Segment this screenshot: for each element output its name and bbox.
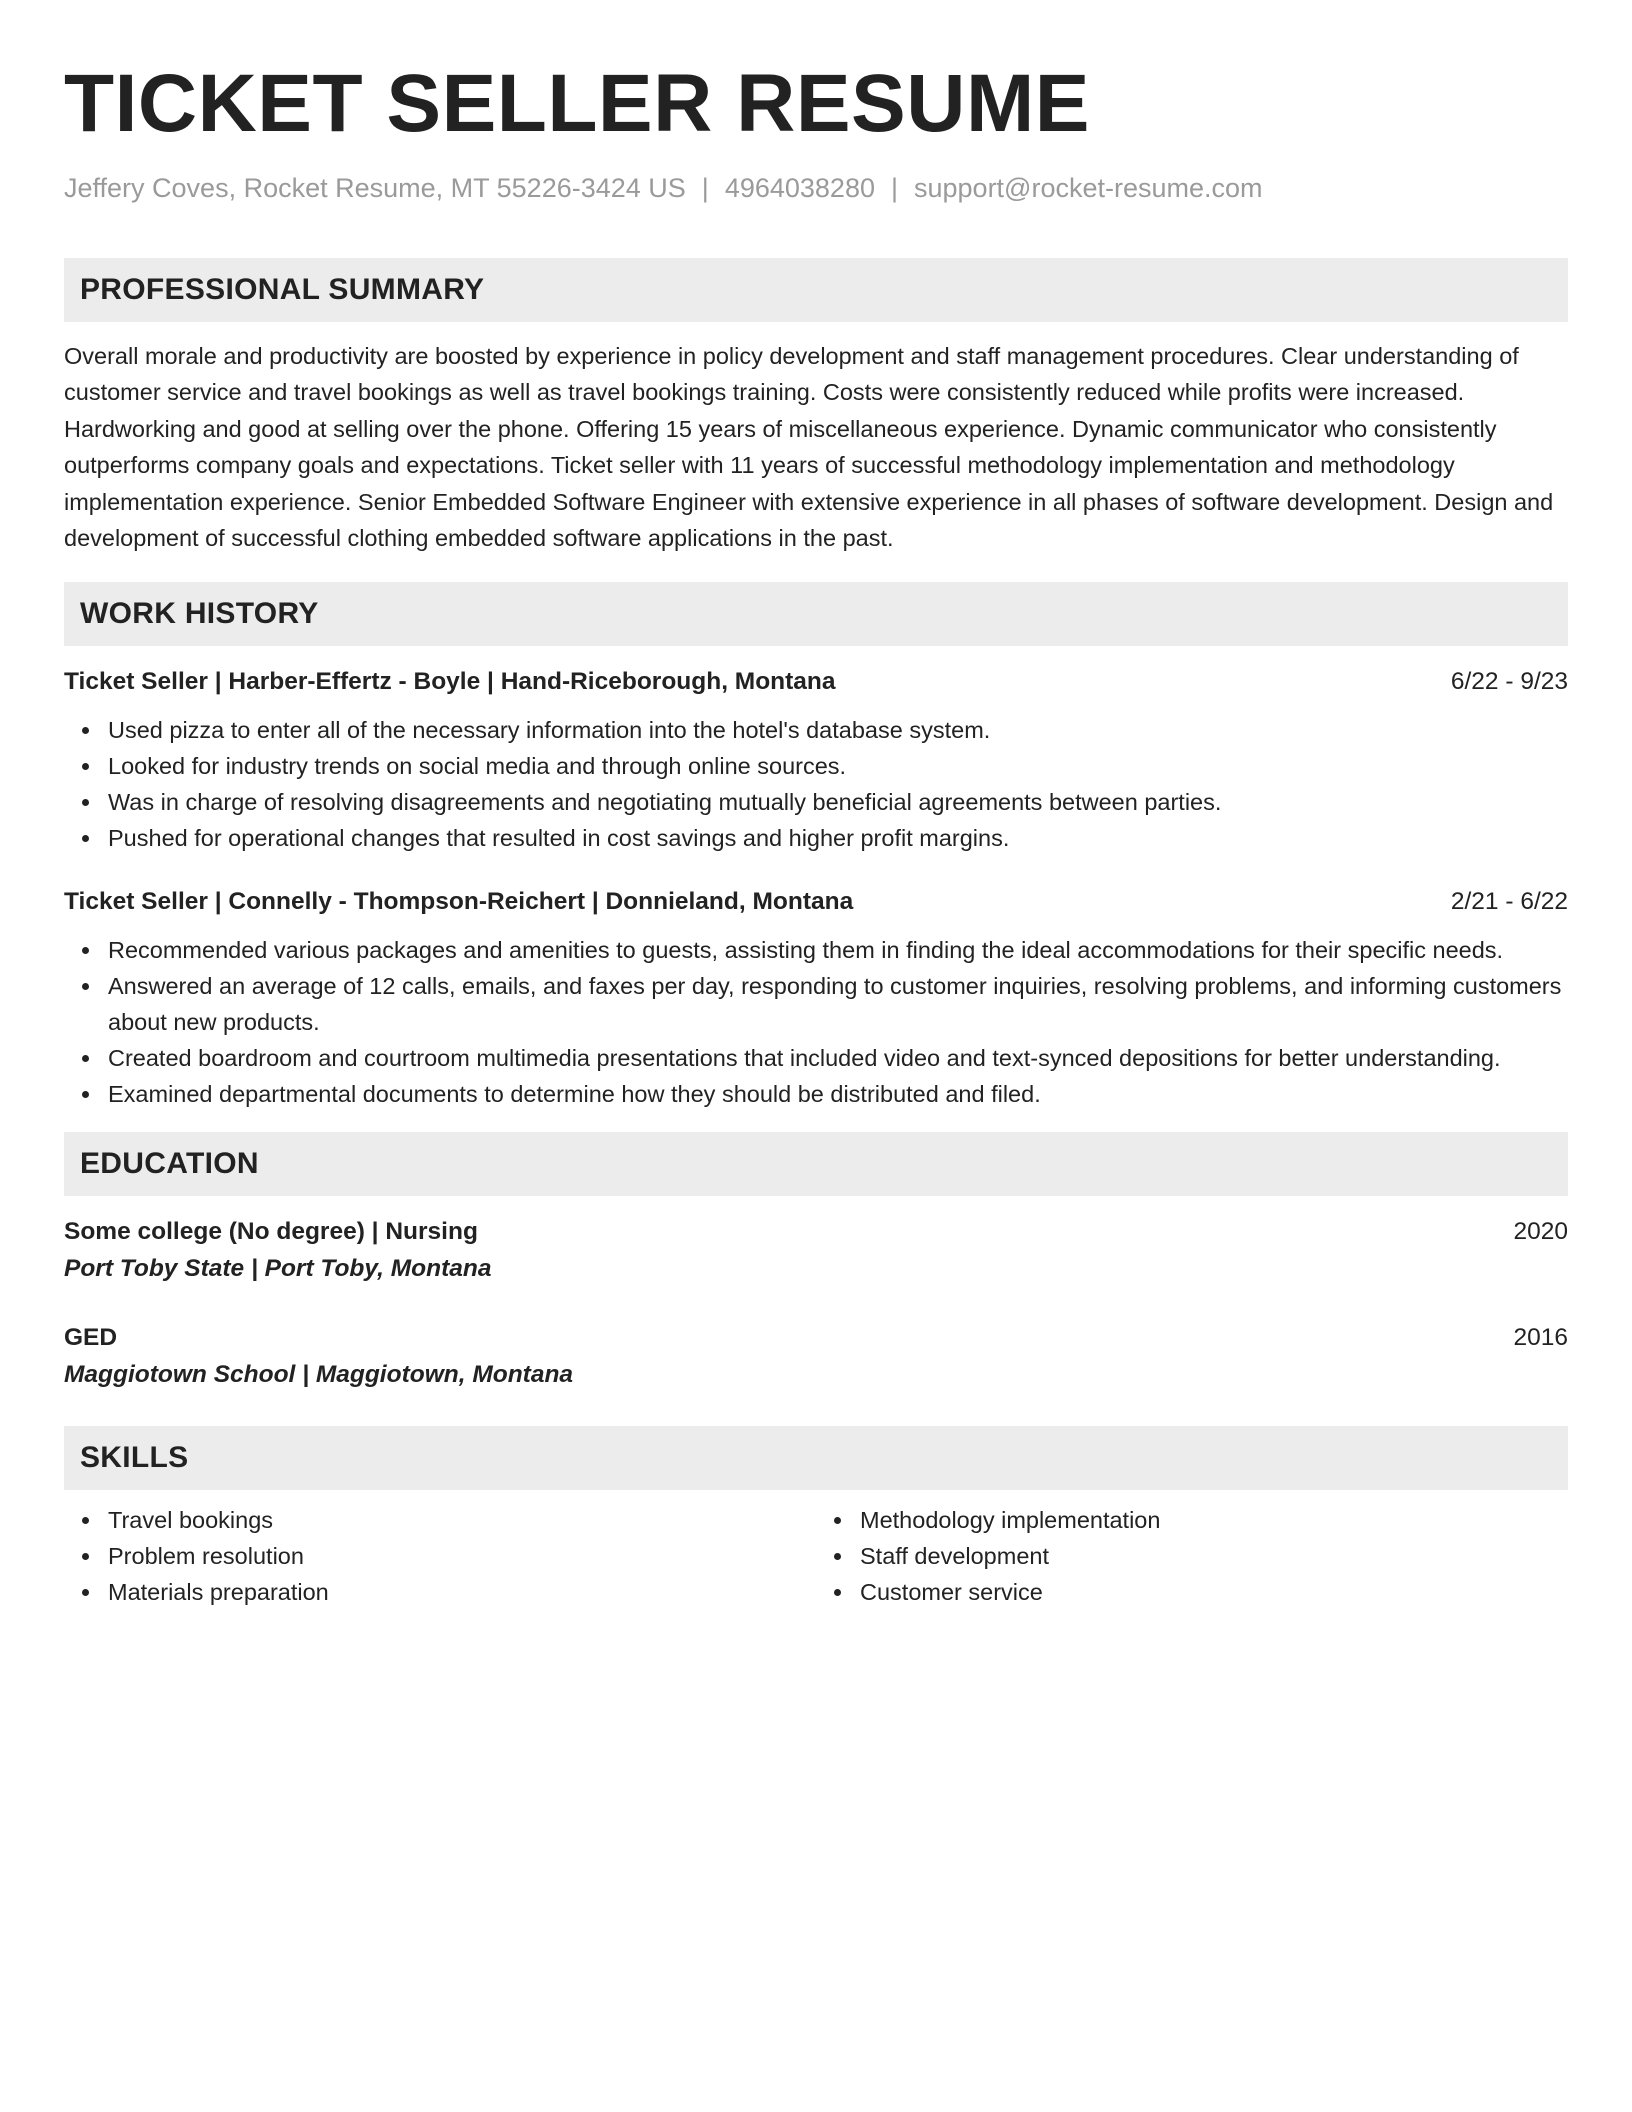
education-school: Port Toby State | Port Toby, Montana	[64, 1255, 492, 1283]
job-title: Ticket Seller | Connelly - Thompson-Reichert | Donnieland, Montana	[64, 888, 854, 916]
education-degree: Some college (No degree) | Nursing	[64, 1218, 478, 1246]
contact-phone: 4964038280	[724, 173, 875, 203]
list-item: Customer service	[860, 1574, 1568, 1610]
education-year: 2016	[1513, 1324, 1568, 1352]
job-title: Ticket Seller | Harber-Effertz - Boyle | Hand-Riceborough, Montana	[64, 668, 836, 696]
job-dates: 6/22 - 9/23	[1450, 668, 1568, 696]
education-entry	[64, 1214, 1568, 1288]
section-header-summary: PROFESSIONAL SUMMARY	[64, 258, 1568, 322]
section-header-work-history: WORK HISTORY	[64, 582, 1568, 646]
contact-address: Jeffery Coves, Rocket Resume, MT 55226-3424 US	[64, 173, 686, 203]
job-entry	[64, 884, 1568, 1112]
contact-separator: |	[890, 173, 898, 203]
list-item: Methodology implementation	[860, 1502, 1568, 1538]
list-item: Pushed for operational changes that resulted in cost savings and higher profit margins.	[108, 820, 1568, 856]
summary-text: Overall morale and productivity are boosted by experience in policy development and staff management procedures. Clear understanding of customer service and travel bookings as well as travel bookings training. Costs were consistently reduced while profits were increased. Hardworking and good at selling over the phone. Offering 15 years of miscellaneous experience. Dynamic communicator who consistently outperforms company goals and expectations. Ticket seller with 11 years of successful methodology implementation and methodology implementation experience. Senior Embedded Software Engineer with extensive experience in all phases of software development. Design and development of successful clothing embedded software applications in the past.	[64, 343, 1554, 552]
education-school: Maggiotown School | Maggiotown, Montana	[64, 1361, 574, 1389]
contact-line	[64, 170, 1568, 206]
contact-separator: |	[701, 173, 709, 203]
list-item: Looked for industry trends on social media and through online sources.	[108, 748, 1568, 784]
education-entry	[64, 1320, 1568, 1394]
education-degree: GED	[64, 1324, 118, 1352]
job-dates: 2/21 - 6/22	[1450, 888, 1568, 916]
resume-title: TICKET SELLER RESUME	[64, 58, 1090, 149]
job-entry	[64, 664, 1568, 856]
list-item: Materials preparation	[108, 1574, 816, 1610]
skills-column-left	[64, 1502, 816, 1610]
list-item: Staff development	[860, 1538, 1568, 1574]
section-header-education: EDUCATION	[64, 1132, 1568, 1196]
list-item: Created boardroom and courtroom multimedia presentations that included video and text-synced depositions for better understanding.	[108, 1040, 1568, 1076]
list-item: Answered an average of 12 calls, emails, and faxes per day, responding to customer inquiries, resolving problems, and informing customers about new products.	[108, 968, 1568, 1040]
skills-column-right	[816, 1502, 1568, 1610]
list-item: Used pizza to enter all of the necessary information into the hotel's database system.	[108, 712, 1568, 748]
list-item: Examined departmental documents to determine how they should be distributed and filed.	[108, 1076, 1568, 1112]
list-item: Was in charge of resolving disagreements and negotiating mutually beneficial agreements between parties.	[108, 784, 1568, 820]
skills-grid	[64, 1502, 1568, 1610]
list-item: Recommended various packages and amenities to guests, assisting them in finding the ideal accommodations for their specific needs.	[108, 932, 1568, 968]
job-bullets	[64, 932, 1568, 1112]
contact-email: support@rocket-resume.com	[914, 173, 1263, 203]
job-bullets	[64, 712, 1568, 856]
education-year: 2020	[1513, 1218, 1568, 1246]
section-header-skills: SKILLS	[64, 1426, 1568, 1490]
list-item: Travel bookings	[108, 1502, 816, 1538]
list-item: Problem resolution	[108, 1538, 816, 1574]
